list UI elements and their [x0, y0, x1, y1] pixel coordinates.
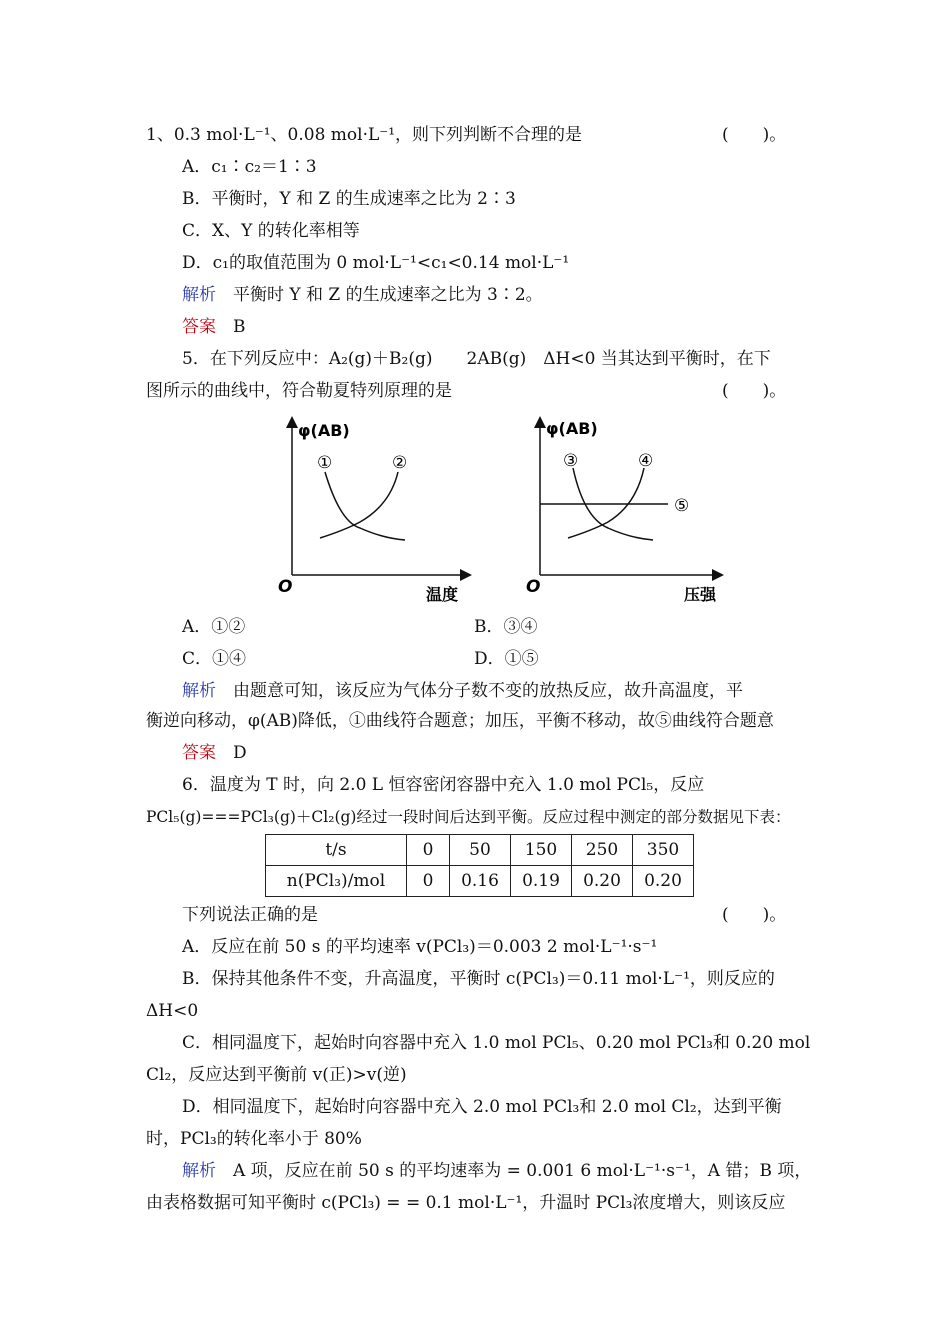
q6-paren: ( )。 [722, 905, 787, 925]
origin-label: O [526, 577, 541, 597]
graph-pressure [518, 410, 733, 610]
table-cell: 0.20 [572, 866, 633, 897]
table-cell: 350 [633, 835, 694, 866]
table-row [266, 835, 694, 866]
q5-stem-line1: 5．在下列反应中：A₂(g)＋B₂(g) 2AB(g) ΔH<0 当其达到平衡时，在下 [182, 349, 771, 369]
table-cell: 50 [450, 835, 511, 866]
q6-stem-line2: PCl₅(g)===PCl₃(g)＋Cl₂(g)经过一段时间后达到平衡。反应过程中测定的部分数据见下表： [146, 808, 791, 826]
q4-option-d: D．c₁的取值范围为 0 mol·L⁻¹<c₁<0.14 mol·L⁻¹ [182, 253, 570, 273]
q6-option-d-line2: 时，PCl₃的转化率小于 80% [146, 1129, 362, 1149]
curve-2-label: ② [392, 453, 408, 473]
table-cell: 250 [572, 835, 633, 866]
answer-text: B [233, 317, 246, 337]
x-axis-label: 温度 [426, 585, 459, 604]
table-header-cell: t/s [266, 835, 407, 866]
q6-option-d-line1: D．相同温度下，起始时向容器中充入 2.0 mol PCl₃和 2.0 mol Cl₂，达到平衡 [182, 1097, 782, 1117]
y-axis-label: φ(AB) [546, 419, 598, 438]
curve-4-label: ④ [638, 451, 654, 471]
q5-paren: ( )。 [722, 381, 787, 401]
q5-analysis-line1 [182, 680, 743, 702]
analysis-text: A 项，反应在前 50 s 的平均速率为 = 0.001 6 mol·L⁻¹·s⁻¹，A 错；B 项， [233, 1161, 812, 1181]
table-row [266, 866, 694, 897]
q6-option-c-line2: Cl₂，反应达到平衡前 v(正)>v(逆) [146, 1065, 407, 1085]
curve-3-label: ③ [563, 451, 579, 471]
curve-1 [325, 472, 405, 540]
table-cell: 0 [407, 835, 450, 866]
answer-label: 答案 [182, 743, 216, 763]
table-cell: 0.19 [511, 866, 572, 897]
q6-option-a: A．反应在前 50 s 的平均速率 v(PCl₃)＝0.003 2 mol·L⁻¹·s⁻¹ [182, 937, 658, 957]
data-table [265, 834, 694, 897]
analysis-text: 平衡时 Y 和 Z 的生成速率之比为 3∶2。 [233, 285, 543, 305]
q4-option-c: C．X、Y 的转化率相等 [182, 221, 360, 241]
q6-option-b-line1: B．保持其他条件不变，升高温度，平衡时 c(PCl₃)＝0.11 mol·L⁻¹，则反应的 [182, 969, 775, 989]
q6-analysis-line1 [182, 1160, 811, 1182]
q6-analysis-line2: 由表格数据可知平衡时 c(PCl₃) = = 0.1 mol·L⁻¹，升温时 PCl₃浓度增大，则该反应 [146, 1193, 786, 1213]
table-cell: 0 [407, 866, 450, 897]
analysis-label: 解析 [182, 681, 216, 701]
analysis-text: 由题意可知，该反应为气体分子数不变的放热反应，故升高温度，平 [233, 681, 743, 701]
q5-option-a: A．①② [182, 617, 246, 637]
q5-analysis-line2: 衡逆向移动，φ(AB)降低，①曲线符合题意；加压，平衡不移动，故⑤曲线符合题意 [146, 711, 774, 731]
q4-answer [182, 316, 246, 338]
graph-temperature [270, 410, 480, 610]
q4-paren: ( )。 [722, 125, 787, 145]
q4-option-b: B．平衡时，Y 和 Z 的生成速率之比为 2∶3 [182, 189, 516, 209]
table-cell: 150 [511, 835, 572, 866]
q5-option-c: C．①④ [182, 649, 247, 669]
q6-question: 下列说法正确的是 [182, 905, 318, 925]
origin-label: O [278, 577, 293, 597]
table-cell: 0.20 [633, 866, 694, 897]
answer-text: D [233, 743, 247, 763]
q4-stem-tail: 1、0.3 mol·L⁻¹、0.08 mol·L⁻¹，则下列判断不合理的是 [146, 125, 583, 145]
analysis-label: 解析 [182, 1161, 216, 1181]
x-axis-label: 压强 [684, 585, 717, 604]
q6-option-b-line2: ΔH<0 [146, 1001, 199, 1021]
answer-label: 答案 [182, 317, 216, 337]
q4-option-a: A．c₁∶c₂＝1∶3 [182, 157, 317, 177]
table-header-cell: n(PCl₃)/mol [266, 866, 407, 897]
q5-option-d: D．①⑤ [474, 649, 539, 669]
table-cell: 0.16 [450, 866, 511, 897]
curve-5-label: ⑤ [674, 496, 690, 516]
analysis-label: 解析 [182, 285, 216, 305]
q5-stem-line2: 图所示的曲线中，符合勒夏特列原理的是 [146, 381, 452, 401]
q4-analysis [182, 284, 543, 306]
q6-option-c-line1: C．相同温度下，起始时向容器中充入 1.0 mol PCl₅、0.20 mol PCl₃和 0.20 mol [182, 1033, 811, 1053]
q6-stem-line1: 6．温度为 T 时，向 2.0 L 恒容密闭容器中充入 1.0 mol PCl₅，反应 [182, 775, 705, 795]
q5-answer [182, 742, 247, 764]
q5-option-b: B．③④ [474, 617, 538, 637]
y-axis-label: φ(AB) [298, 421, 350, 440]
curve-1-label: ① [317, 453, 333, 473]
